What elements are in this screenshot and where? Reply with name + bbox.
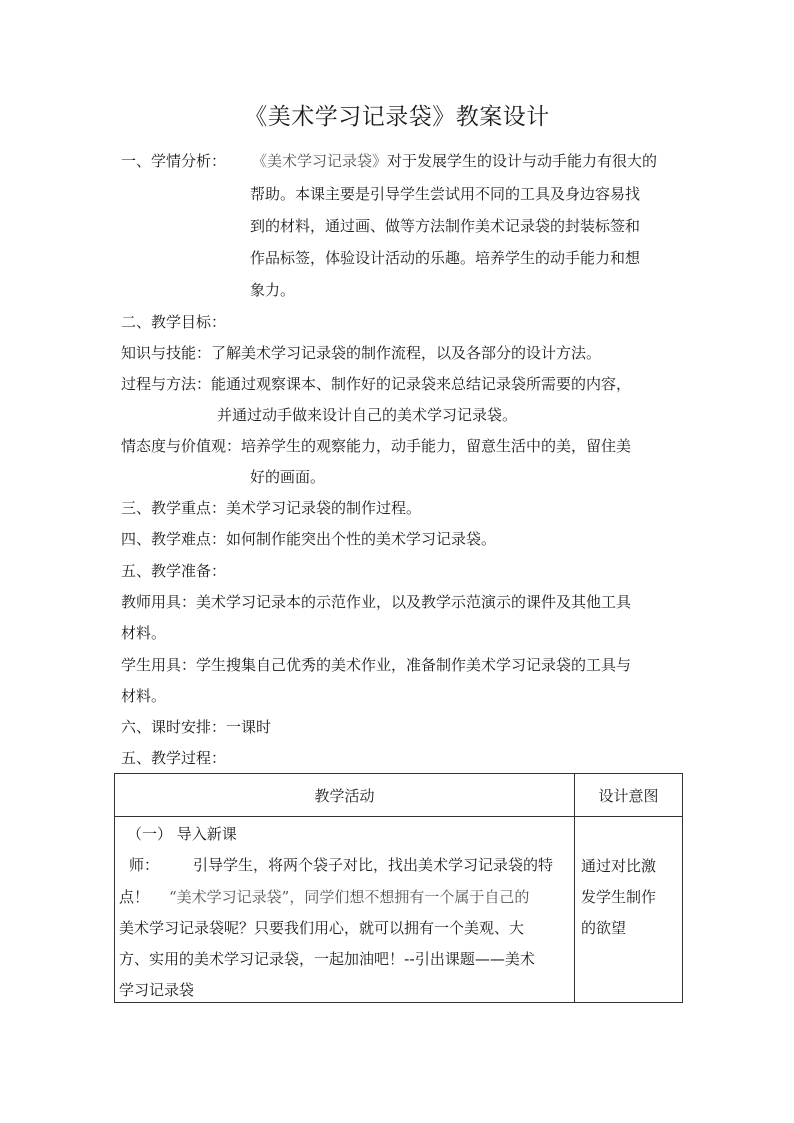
teacher-tools-line1: 教师用具：美术学习记录本的示范作业，以及教学示范演示的课件及其他工具	[121, 593, 632, 611]
activity-line2	[119, 886, 529, 908]
student-tools-line1: 学生用具：学生搜集自己优秀的美术作业，准备制作美术学习记录袋的工具与	[121, 656, 632, 674]
intent-cell	[575, 817, 683, 1003]
analysis-line: 帮助。本课主要是引导学生尝试用不同的工具及身边容易找	[250, 185, 641, 203]
preparation-heading: 五、教学准备：	[121, 562, 227, 580]
section-title: （一） 导入新课	[127, 825, 237, 843]
table-header-row	[115, 774, 683, 817]
table-row	[115, 817, 683, 1003]
process-heading: 五、教学过程：	[121, 749, 227, 767]
goal-attitude-line1: 情态度与价值观：培养学生的观察能力，动手能力，留意生活中的美，留住美	[121, 437, 632, 455]
teacher-tools-line2: 材料。	[121, 624, 167, 642]
intent-cell-body	[575, 817, 682, 1002]
intent-line: 发学生制作	[581, 888, 657, 906]
teacher-label: 师：	[129, 856, 160, 874]
intent-line: 通过对比激	[581, 857, 657, 875]
goal-knowledge: 知识与技能：了解美术学习记录袋的制作流程，以及各部分的设计方法。	[121, 344, 602, 362]
goals-heading: 二、教学目标：	[121, 313, 227, 331]
analysis-line: 象力。	[250, 281, 296, 299]
teaching-process-table	[114, 773, 683, 1003]
difficulty: 四、教学难点：如何制作能突出个性的美术学习记录袋。	[121, 530, 497, 548]
activity-line5: 学习记录袋	[119, 981, 195, 999]
goal-process-line1: 过程与方法：能通过观察课本、制作好的记录袋来总结记录袋所需要的内容，	[121, 375, 632, 393]
schedule: 六、课时安排：一课时	[121, 718, 272, 736]
activity-line2-quote: “美术学习记录袋”，同学们想不想拥有一个属于自己的	[169, 888, 530, 906]
analysis-first-line	[121, 150, 657, 172]
analysis-first-tail: 对于发展学生的设计与动手能力有很大的	[387, 152, 658, 170]
student-tools-line2: 材料。	[121, 687, 167, 705]
analysis-quote: 《美术学习记录袋》	[252, 152, 388, 170]
key-point: 三、教学重点：美术学习记录袋的制作过程。	[121, 499, 422, 517]
analysis-line: 到的材料，通过画、做等方法制作美术记录袋的封装标签和	[250, 217, 641, 235]
activity-cell-body	[115, 817, 574, 1002]
header-activity: 教学活动	[115, 774, 575, 817]
activity-line4: 方、实用的美术学习记录袋，一起加油吧！--引出课题——美术	[119, 950, 535, 968]
page-title: 《美术学习记录袋》教案设计	[244, 104, 550, 130]
activity-cell	[115, 817, 575, 1003]
header-intent: 设计意图	[575, 774, 683, 817]
activity-line2-start: 点！	[119, 888, 150, 906]
goal-attitude-line2: 好的画面。	[250, 468, 326, 486]
intent-line: 的欲望	[581, 919, 627, 937]
analysis-label: 一、学情分析：	[121, 152, 227, 170]
analysis-line: 作品标签，体验设计活动的乐趣。培养学生的动手能力和想	[250, 249, 641, 267]
activity-line3: 美术学习记录袋呢？只要我们用心，就可以拥有一个美观、大	[119, 919, 525, 937]
goal-process-line2: 并通过动手做来设计自己的美术学习记录袋。	[217, 406, 518, 424]
activity-line1	[129, 854, 553, 876]
activity-line1-text: 引导学生，将两个袋子对比，找出美术学习记录袋的特	[193, 856, 554, 874]
